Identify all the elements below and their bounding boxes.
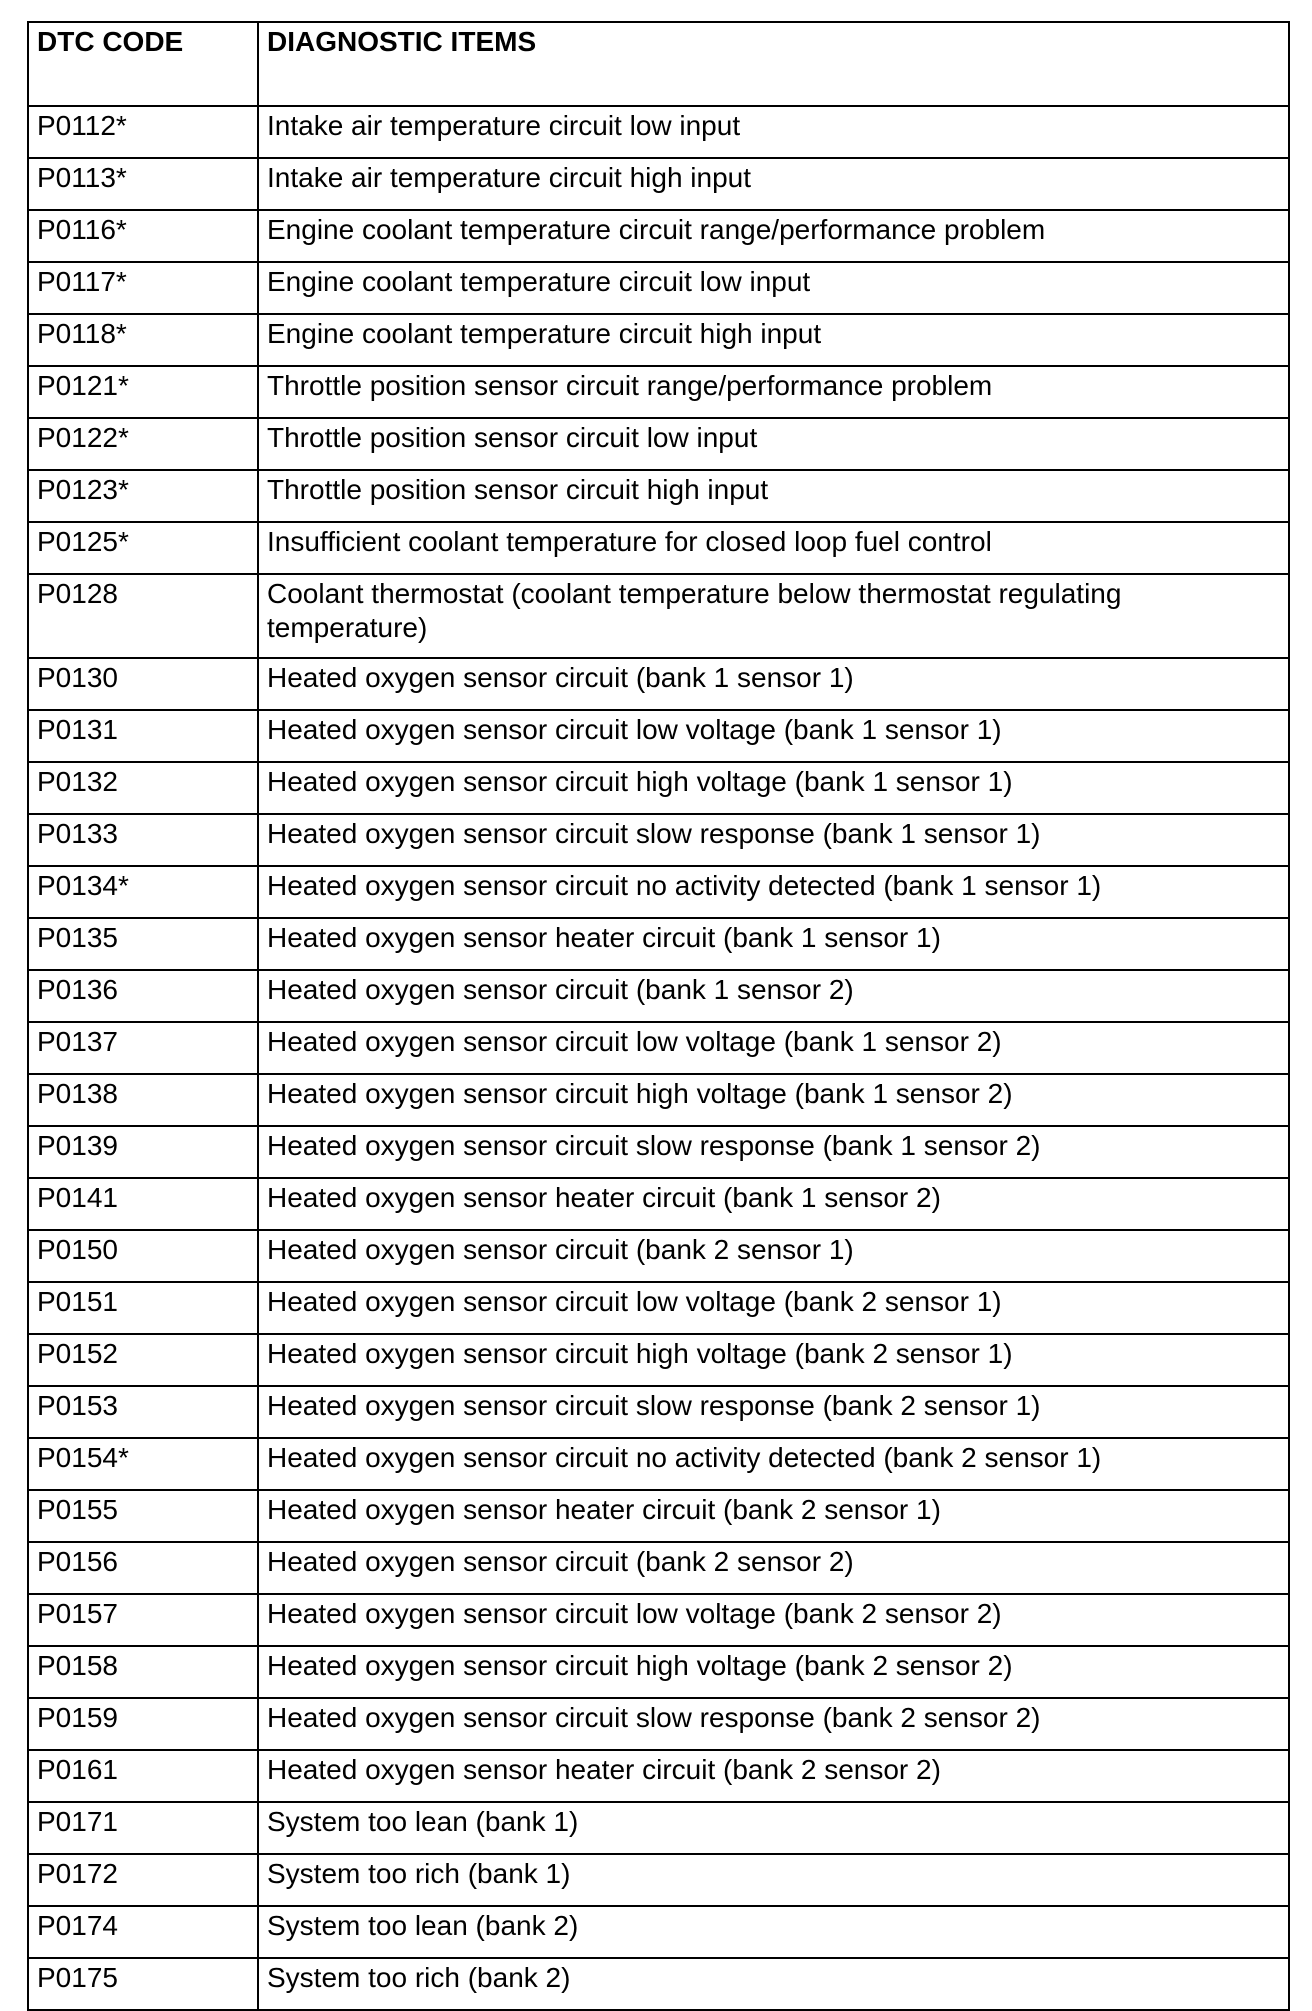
diagnostic-item-cell: Heated oxygen sensor circuit (bank 2 sensor 2): [258, 1542, 1289, 1594]
diagnostic-item-cell: Heated oxygen sensor circuit high voltage (bank 2 sensor 2): [258, 1646, 1289, 1698]
table-body: [28, 106, 1289, 2010]
header-dtc-code: DTC CODE: [28, 22, 258, 106]
table-row: [28, 158, 1289, 210]
dtc-code-cell: P0123*: [28, 470, 258, 522]
diagnostic-item-cell: System too rich (bank 1): [258, 1854, 1289, 1906]
diagnostic-item-cell: Heated oxygen sensor circuit slow response (bank 1 sensor 1): [258, 814, 1289, 866]
dtc-code-cell: P0122*: [28, 418, 258, 470]
dtc-code-cell: P0153: [28, 1386, 258, 1438]
table-row: [28, 1594, 1289, 1646]
diagnostic-item-cell: Heated oxygen sensor circuit low voltage (bank 2 sensor 1): [258, 1282, 1289, 1334]
diagnostic-item-cell: Throttle position sensor circuit high input: [258, 470, 1289, 522]
table-row: [28, 210, 1289, 262]
diagnostic-item-cell: Heated oxygen sensor heater circuit (bank 2 sensor 1): [258, 1490, 1289, 1542]
dtc-code-cell: P0155: [28, 1490, 258, 1542]
table-row: [28, 522, 1289, 574]
dtc-code-cell: P0133: [28, 814, 258, 866]
dtc-code-cell: P0118*: [28, 314, 258, 366]
diagnostic-item-cell: Heated oxygen sensor circuit slow response (bank 2 sensor 1): [258, 1386, 1289, 1438]
dtc-code-cell: P0159: [28, 1698, 258, 1750]
diagnostic-item-cell: Intake air temperature circuit high input: [258, 158, 1289, 210]
dtc-code-cell: P0138: [28, 1074, 258, 1126]
diagnostic-item-cell: Heated oxygen sensor circuit no activity detected (bank 1 sensor 1): [258, 866, 1289, 918]
dtc-code-cell: P0128: [28, 574, 258, 658]
table-row: [28, 1542, 1289, 1594]
dtc-code-cell: P0141: [28, 1178, 258, 1230]
table-row: [28, 970, 1289, 1022]
diagnostic-item-cell: Heated oxygen sensor circuit slow response (bank 1 sensor 2): [258, 1126, 1289, 1178]
diagnostic-item-cell: System too lean (bank 2): [258, 1906, 1289, 1958]
diagnostic-item-cell: Coolant thermostat (coolant temperature below thermostat regulating temperature): [258, 574, 1289, 658]
diagnostic-item-cell: Heated oxygen sensor heater circuit (bank 2 sensor 2): [258, 1750, 1289, 1802]
dtc-code-cell: P0137: [28, 1022, 258, 1074]
diagnostic-item-cell: Heated oxygen sensor circuit no activity detected (bank 2 sensor 1): [258, 1438, 1289, 1490]
dtc-code-cell: P0121*: [28, 366, 258, 418]
dtc-code-cell: P0161: [28, 1750, 258, 1802]
table-row: [28, 1958, 1289, 2010]
table-row: [28, 262, 1289, 314]
dtc-code-cell: P0113*: [28, 158, 258, 210]
dtc-code-cell: P0175: [28, 1958, 258, 2010]
diagnostic-item-cell: Heated oxygen sensor circuit low voltage (bank 1 sensor 1): [258, 710, 1289, 762]
diagnostic-item-cell: Heated oxygen sensor circuit high voltage (bank 1 sensor 2): [258, 1074, 1289, 1126]
table-row: [28, 1906, 1289, 1958]
table-row: [28, 574, 1289, 658]
diagnostic-item-cell: Heated oxygen sensor circuit low voltage (bank 2 sensor 2): [258, 1594, 1289, 1646]
diagnostic-item-cell: Heated oxygen sensor circuit (bank 2 sensor 1): [258, 1230, 1289, 1282]
table-row: [28, 1750, 1289, 1802]
table-row: [28, 814, 1289, 866]
diagnostic-item-cell: Throttle position sensor circuit range/performance problem: [258, 366, 1289, 418]
table-row: [28, 314, 1289, 366]
dtc-code-cell: P0171: [28, 1802, 258, 1854]
dtc-code-cell: P0134*: [28, 866, 258, 918]
dtc-table: [27, 21, 1290, 2011]
dtc-code-cell: P0150: [28, 1230, 258, 1282]
table-row: [28, 710, 1289, 762]
diagnostic-item-cell: Heated oxygen sensor circuit slow response (bank 2 sensor 2): [258, 1698, 1289, 1750]
dtc-code-cell: P0158: [28, 1646, 258, 1698]
header-diagnostic-items: DIAGNOSTIC ITEMS: [258, 22, 1289, 106]
diagnostic-item-cell: Engine coolant temperature circuit high input: [258, 314, 1289, 366]
diagnostic-item-cell: Heated oxygen sensor circuit high voltage (bank 2 sensor 1): [258, 1334, 1289, 1386]
diagnostic-item-cell: Heated oxygen sensor heater circuit (bank 1 sensor 2): [258, 1178, 1289, 1230]
table-row: [28, 1438, 1289, 1490]
dtc-code-cell: P0172: [28, 1854, 258, 1906]
dtc-code-cell: P0135: [28, 918, 258, 970]
dtc-code-cell: P0174: [28, 1906, 258, 1958]
dtc-code-cell: P0152: [28, 1334, 258, 1386]
table-row: [28, 1022, 1289, 1074]
diagnostic-item-cell: Insufficient coolant temperature for closed loop fuel control: [258, 522, 1289, 574]
dtc-code-cell: P0125*: [28, 522, 258, 574]
table-row: [28, 1698, 1289, 1750]
dtc-code-cell: P0132: [28, 762, 258, 814]
dtc-code-cell: P0136: [28, 970, 258, 1022]
dtc-code-cell: P0131: [28, 710, 258, 762]
table-row: [28, 1074, 1289, 1126]
table-row: [28, 1802, 1289, 1854]
table-row: [28, 1490, 1289, 1542]
diagnostic-item-cell: Heated oxygen sensor heater circuit (bank 1 sensor 1): [258, 918, 1289, 970]
table-header-row: [28, 22, 1289, 106]
table-row: [28, 866, 1289, 918]
table-row: [28, 106, 1289, 158]
dtc-code-cell: P0112*: [28, 106, 258, 158]
dtc-code-cell: P0117*: [28, 262, 258, 314]
diagnostic-item-cell: System too lean (bank 1): [258, 1802, 1289, 1854]
table-row: [28, 918, 1289, 970]
table-row: [28, 1646, 1289, 1698]
table-row: [28, 1282, 1289, 1334]
diagnostic-item-cell: System too rich (bank 2): [258, 1958, 1289, 2010]
diagnostic-item-cell: Engine coolant temperature circuit range/performance problem: [258, 210, 1289, 262]
diagnostic-item-cell: Heated oxygen sensor circuit high voltage (bank 1 sensor 1): [258, 762, 1289, 814]
diagnostic-item-cell: Throttle position sensor circuit low input: [258, 418, 1289, 470]
table-row: [28, 1334, 1289, 1386]
table-row: [28, 418, 1289, 470]
table-row: [28, 1126, 1289, 1178]
table-row: [28, 1386, 1289, 1438]
table-row: [28, 762, 1289, 814]
dtc-code-cell: P0157: [28, 1594, 258, 1646]
dtc-code-cell: P0151: [28, 1282, 258, 1334]
dtc-code-cell: P0130: [28, 658, 258, 710]
table-row: [28, 1178, 1289, 1230]
table-row: [28, 1854, 1289, 1906]
dtc-code-cell: P0156: [28, 1542, 258, 1594]
dtc-code-cell: P0116*: [28, 210, 258, 262]
diagnostic-item-cell: Heated oxygen sensor circuit (bank 1 sensor 2): [258, 970, 1289, 1022]
diagnostic-item-cell: Heated oxygen sensor circuit (bank 1 sensor 1): [258, 658, 1289, 710]
diagnostic-item-cell: Intake air temperature circuit low input: [258, 106, 1289, 158]
dtc-code-cell: P0139: [28, 1126, 258, 1178]
table-row: [28, 366, 1289, 418]
dtc-code-cell: P0154*: [28, 1438, 258, 1490]
table-row: [28, 470, 1289, 522]
diagnostic-item-cell: Heated oxygen sensor circuit low voltage (bank 1 sensor 2): [258, 1022, 1289, 1074]
table-row: [28, 1230, 1289, 1282]
diagnostic-item-cell: Engine coolant temperature circuit low input: [258, 262, 1289, 314]
table-row: [28, 658, 1289, 710]
